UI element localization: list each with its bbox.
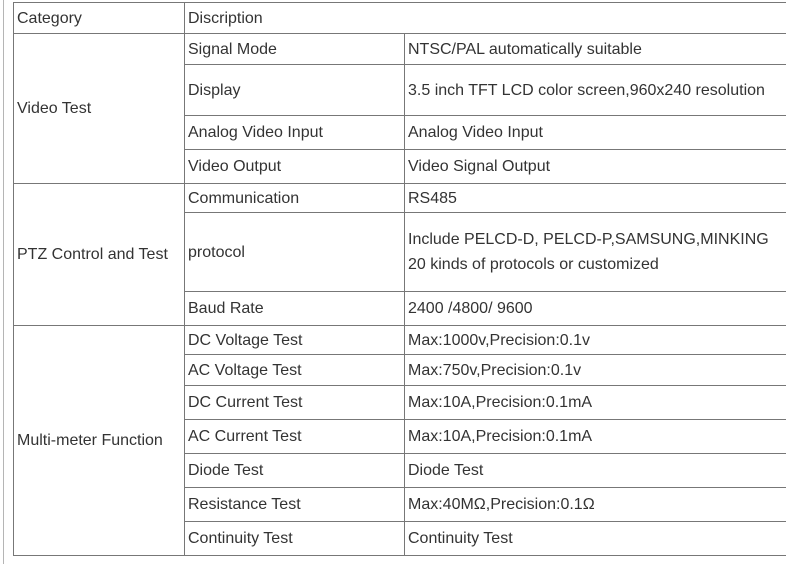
item-cell: Analog Video Input [185,116,405,150]
value-cell: NTSC/PAL automatically suitable [405,34,786,65]
item-cell: Diode Test [185,454,405,488]
header-category: Category [14,3,185,34]
value-cell: Max:10A,Precision:0.1mA [405,420,786,454]
category-cell-ptz-control: PTZ Control and Test [14,184,185,326]
table-row [14,326,786,355]
item-cell: DC Current Test [185,386,405,420]
value-cell: 2400 /4800/ 9600 [405,292,786,326]
page-edge-line [3,0,4,564]
item-cell: protocol [185,213,405,292]
category-cell-multimeter: Multi-meter Function [14,326,185,556]
item-cell: Display [185,65,405,116]
item-cell: Communication [185,184,405,213]
value-cell: Max:750v,Precision:0.1v [405,355,786,386]
item-cell: Continuity Test [185,522,405,556]
category-cell-video-test: Video Test [14,34,185,184]
value-cell: Diode Test [405,454,786,488]
table-row [14,184,786,213]
item-cell: DC Voltage Test [185,326,405,355]
value-cell: Include PELCD-D, PELCD-P,SAMSUNG,MINKING 20 kinds of protocols or customized [405,213,786,292]
value-cell: Analog Video Input [405,116,786,150]
item-cell: AC Current Test [185,420,405,454]
value-cell: Max:1000v,Precision:0.1v [405,326,786,355]
item-cell: Baud Rate [185,292,405,326]
value-cell: Video Signal Output [405,150,786,184]
value-cell: Max:10A,Precision:0.1mA [405,386,786,420]
table-row [14,34,786,65]
value-cell: Max:40MΩ,Precision:0.1Ω [405,488,786,522]
value-cell: Continuity Test [405,522,786,556]
item-cell: Video Output [185,150,405,184]
value-cell: 3.5 inch TFT LCD color screen,960x240 resolution [405,65,786,116]
spec-table [13,2,786,556]
item-cell: Signal Mode [185,34,405,65]
value-cell: RS485 [405,184,786,213]
item-cell: AC Voltage Test [185,355,405,386]
item-cell: Resistance Test [185,488,405,522]
header-description: Discription [185,3,786,34]
table-header-row [14,3,786,34]
